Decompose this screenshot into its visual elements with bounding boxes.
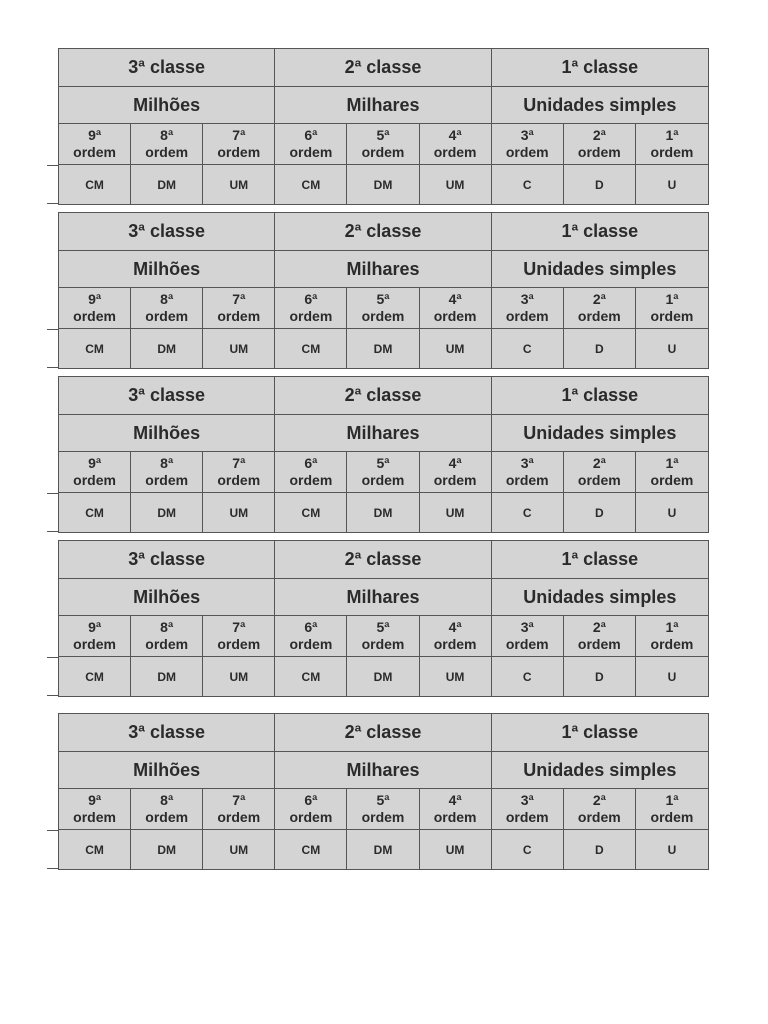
abbreviation-cell: UM bbox=[420, 165, 492, 204]
abbreviation-cell: UM bbox=[420, 493, 492, 532]
order-word: ordem bbox=[361, 636, 405, 652]
order-number: 9ª bbox=[88, 291, 102, 307]
abbreviation-cell: UM bbox=[420, 329, 492, 368]
order-number: 9ª bbox=[88, 127, 102, 143]
class-header: 3ª classe bbox=[59, 714, 275, 751]
order-cell bbox=[564, 124, 636, 164]
margin-line bbox=[47, 531, 59, 532]
order-word: ordem bbox=[505, 636, 549, 652]
order-number: 1ª bbox=[665, 291, 679, 307]
order-word: ordem bbox=[433, 144, 477, 160]
order-cell bbox=[636, 124, 708, 164]
class-header: 2ª classe bbox=[275, 213, 491, 250]
class-row bbox=[59, 377, 708, 415]
abbreviation-cell: U bbox=[667, 842, 677, 857]
order-number: 3ª bbox=[520, 291, 534, 307]
abbreviation-cell: DM bbox=[347, 493, 419, 532]
margin-line bbox=[47, 695, 59, 696]
margin-line bbox=[47, 657, 59, 658]
place-value-table bbox=[58, 540, 709, 697]
abbreviation-cell: U bbox=[667, 341, 677, 356]
abbreviation-row bbox=[59, 493, 708, 533]
order-cell bbox=[131, 616, 203, 656]
order-cell bbox=[636, 789, 708, 829]
abbreviation-cell: CM bbox=[59, 830, 131, 869]
order-number: 5ª bbox=[376, 619, 390, 635]
order-word: ordem bbox=[217, 636, 261, 652]
class-header: 2ª classe bbox=[275, 541, 491, 578]
order-cell bbox=[347, 616, 419, 656]
abbreviation-row bbox=[59, 657, 708, 697]
abbreviation-row bbox=[59, 830, 708, 870]
order-word: ordem bbox=[289, 308, 333, 324]
order-number: 4ª bbox=[448, 792, 462, 808]
order-word: ordem bbox=[361, 809, 405, 825]
abbreviation-cell: CM bbox=[275, 830, 347, 869]
order-cell bbox=[420, 288, 492, 328]
order-cell bbox=[636, 288, 708, 328]
abbreviation-cell: DM bbox=[131, 657, 203, 696]
order-word: ordem bbox=[73, 636, 116, 652]
abbreviation-cell: CM bbox=[59, 657, 131, 696]
margin-line bbox=[47, 367, 59, 368]
order-number: 4ª bbox=[448, 455, 462, 471]
order-cell bbox=[131, 452, 203, 492]
order-number: 1ª bbox=[665, 619, 679, 635]
abbreviation-cell: CM bbox=[275, 329, 347, 368]
abbreviation-cell: U bbox=[667, 669, 677, 684]
abbreviation-cell: C bbox=[492, 329, 564, 368]
order-cell bbox=[203, 124, 275, 164]
order-number: 5ª bbox=[376, 291, 390, 307]
order-number: 2ª bbox=[592, 291, 606, 307]
group-header: Milhões bbox=[59, 579, 275, 615]
order-word: ordem bbox=[505, 144, 549, 160]
order-number: 2ª bbox=[592, 619, 606, 635]
order-number: 3ª bbox=[520, 127, 534, 143]
order-number: 7ª bbox=[232, 127, 246, 143]
order-cell bbox=[347, 288, 419, 328]
order-number: 4ª bbox=[448, 127, 462, 143]
order-number: 9ª bbox=[88, 792, 102, 808]
order-number: 8ª bbox=[160, 619, 174, 635]
order-number: 3ª bbox=[520, 619, 534, 635]
order-cell bbox=[347, 124, 419, 164]
order-word: ordem bbox=[577, 144, 621, 160]
group-row bbox=[59, 251, 708, 288]
order-number: 3ª bbox=[520, 792, 534, 808]
group-row bbox=[59, 579, 708, 616]
order-word: ordem bbox=[145, 472, 189, 488]
order-number: 7ª bbox=[232, 792, 246, 808]
order-cell bbox=[131, 124, 203, 164]
order-cell bbox=[636, 616, 708, 656]
abbreviation-cell: D bbox=[564, 493, 636, 532]
order-number: 7ª bbox=[232, 619, 246, 635]
group-header: Milhões bbox=[59, 251, 275, 287]
order-cell bbox=[131, 789, 203, 829]
order-word: ordem bbox=[73, 144, 116, 160]
order-number: 4ª bbox=[448, 619, 462, 635]
group-header: Unidades simples bbox=[523, 94, 677, 115]
abbreviation-cell: C bbox=[492, 165, 564, 204]
class-row bbox=[59, 714, 708, 752]
order-cell bbox=[420, 452, 492, 492]
group-header: Unidades simples bbox=[523, 258, 677, 279]
abbreviation-cell: UM bbox=[203, 329, 275, 368]
class-row bbox=[59, 541, 708, 579]
order-number: 6ª bbox=[304, 291, 318, 307]
order-number: 6ª bbox=[304, 455, 318, 471]
order-word: ordem bbox=[505, 809, 549, 825]
class-header: 1ª classe bbox=[561, 221, 639, 241]
order-number: 8ª bbox=[160, 127, 174, 143]
order-word: ordem bbox=[217, 472, 261, 488]
order-cell bbox=[420, 616, 492, 656]
abbreviation-cell: DM bbox=[347, 329, 419, 368]
group-header: Milhões bbox=[59, 415, 275, 451]
group-header: Milhares bbox=[275, 251, 491, 287]
order-row bbox=[59, 789, 708, 830]
order-word: ordem bbox=[505, 308, 549, 324]
abbreviation-cell: DM bbox=[131, 493, 203, 532]
order-word: ordem bbox=[73, 308, 116, 324]
order-number: 6ª bbox=[304, 619, 318, 635]
order-cell bbox=[203, 452, 275, 492]
group-row bbox=[59, 415, 708, 452]
order-word: ordem bbox=[361, 308, 405, 324]
order-word: ordem bbox=[217, 809, 261, 825]
margin-line bbox=[47, 830, 59, 831]
order-word: ordem bbox=[145, 308, 189, 324]
place-value-table bbox=[58, 212, 709, 369]
order-word: ordem bbox=[577, 472, 621, 488]
order-number: 2ª bbox=[592, 455, 606, 471]
abbreviation-cell: CM bbox=[59, 329, 131, 368]
order-word: ordem bbox=[361, 144, 405, 160]
order-cell bbox=[131, 288, 203, 328]
class-row bbox=[59, 49, 708, 87]
abbreviation-cell: UM bbox=[203, 830, 275, 869]
abbreviation-cell: U bbox=[667, 177, 677, 192]
order-cell bbox=[492, 789, 564, 829]
order-number: 9ª bbox=[88, 619, 102, 635]
margin-line bbox=[47, 329, 59, 330]
order-number: 9ª bbox=[88, 455, 102, 471]
margin-line bbox=[47, 165, 59, 166]
abbreviation-cell: D bbox=[564, 657, 636, 696]
abbreviation-row bbox=[59, 165, 708, 205]
abbreviation-cell: CM bbox=[275, 493, 347, 532]
order-word: ordem bbox=[217, 308, 261, 324]
order-word: ordem bbox=[289, 636, 333, 652]
group-row bbox=[59, 752, 708, 789]
order-word: ordem bbox=[73, 809, 116, 825]
abbreviation-cell: C bbox=[492, 657, 564, 696]
order-cell bbox=[347, 789, 419, 829]
order-word: ordem bbox=[145, 144, 189, 160]
order-word: ordem bbox=[650, 472, 694, 488]
group-header: Unidades simples bbox=[523, 586, 677, 607]
order-word: ordem bbox=[650, 636, 694, 652]
order-word: ordem bbox=[145, 636, 189, 652]
place-value-table bbox=[58, 48, 709, 205]
class-header: 3ª classe bbox=[59, 213, 275, 250]
order-word: ordem bbox=[650, 144, 694, 160]
abbreviation-cell: UM bbox=[203, 493, 275, 532]
order-cell bbox=[492, 288, 564, 328]
group-header: Milhares bbox=[275, 415, 491, 451]
margin-line bbox=[47, 493, 59, 494]
order-number: 1ª bbox=[665, 455, 679, 471]
abbreviation-cell: U bbox=[667, 505, 677, 520]
order-number: 7ª bbox=[232, 455, 246, 471]
order-cell bbox=[564, 789, 636, 829]
order-row bbox=[59, 452, 708, 493]
order-number: 8ª bbox=[160, 455, 174, 471]
order-word: ordem bbox=[289, 809, 333, 825]
order-cell bbox=[492, 124, 564, 164]
abbreviation-cell: D bbox=[564, 329, 636, 368]
order-word: ordem bbox=[505, 472, 549, 488]
order-number: 2ª bbox=[592, 792, 606, 808]
order-number: 8ª bbox=[160, 792, 174, 808]
order-number: 5ª bbox=[376, 792, 390, 808]
class-header: 1ª classe bbox=[561, 549, 639, 569]
order-number: 1ª bbox=[665, 127, 679, 143]
order-word: ordem bbox=[289, 472, 333, 488]
abbreviation-cell: DM bbox=[131, 329, 203, 368]
order-word: ordem bbox=[361, 472, 405, 488]
order-number: 6ª bbox=[304, 127, 318, 143]
abbreviation-cell: CM bbox=[59, 493, 131, 532]
order-cell bbox=[564, 452, 636, 492]
place-value-table bbox=[58, 376, 709, 533]
class-header: 1ª classe bbox=[561, 722, 639, 742]
order-row bbox=[59, 288, 708, 329]
order-cell bbox=[203, 288, 275, 328]
group-header: Milhões bbox=[59, 87, 275, 123]
class-header: 3ª classe bbox=[59, 541, 275, 578]
order-number: 1ª bbox=[665, 792, 679, 808]
order-cell bbox=[59, 789, 131, 829]
class-header: 2ª classe bbox=[275, 714, 491, 751]
abbreviation-cell: D bbox=[564, 165, 636, 204]
order-word: ordem bbox=[433, 472, 477, 488]
group-header: Milhões bbox=[59, 752, 275, 788]
group-header: Unidades simples bbox=[523, 759, 677, 780]
place-value-table bbox=[58, 713, 709, 870]
group-header: Milhares bbox=[275, 87, 491, 123]
order-cell bbox=[275, 616, 347, 656]
order-cell bbox=[59, 452, 131, 492]
order-cell bbox=[420, 789, 492, 829]
class-header: 1ª classe bbox=[561, 57, 639, 77]
order-cell bbox=[275, 789, 347, 829]
order-number: 8ª bbox=[160, 291, 174, 307]
abbreviation-cell: C bbox=[492, 830, 564, 869]
group-header: Milhares bbox=[275, 752, 491, 788]
abbreviation-cell: D bbox=[564, 830, 636, 869]
order-cell bbox=[59, 124, 131, 164]
order-number: 3ª bbox=[520, 455, 534, 471]
order-cell bbox=[492, 616, 564, 656]
order-cell bbox=[203, 789, 275, 829]
abbreviation-cell: CM bbox=[59, 165, 131, 204]
order-number: 7ª bbox=[232, 291, 246, 307]
order-cell bbox=[275, 452, 347, 492]
order-word: ordem bbox=[433, 308, 477, 324]
order-number: 5ª bbox=[376, 455, 390, 471]
class-row bbox=[59, 213, 708, 251]
order-word: ordem bbox=[577, 636, 621, 652]
abbreviation-cell: UM bbox=[203, 165, 275, 204]
abbreviation-cell: UM bbox=[203, 657, 275, 696]
order-cell bbox=[59, 288, 131, 328]
order-word: ordem bbox=[650, 308, 694, 324]
abbreviation-cell: CM bbox=[275, 657, 347, 696]
order-number: 6ª bbox=[304, 792, 318, 808]
order-cell bbox=[275, 288, 347, 328]
abbreviation-cell: C bbox=[492, 493, 564, 532]
order-row bbox=[59, 124, 708, 165]
abbreviation-cell: UM bbox=[420, 830, 492, 869]
order-word: ordem bbox=[650, 809, 694, 825]
order-cell bbox=[636, 452, 708, 492]
order-word: ordem bbox=[73, 472, 116, 488]
class-header: 3ª classe bbox=[59, 49, 275, 86]
order-word: ordem bbox=[433, 809, 477, 825]
class-header: 1ª classe bbox=[561, 385, 639, 405]
order-word: ordem bbox=[217, 144, 261, 160]
class-header: 2ª classe bbox=[275, 377, 491, 414]
order-cell bbox=[203, 616, 275, 656]
order-word: ordem bbox=[577, 308, 621, 324]
order-cell bbox=[492, 452, 564, 492]
abbreviation-cell: DM bbox=[347, 165, 419, 204]
abbreviation-cell: DM bbox=[347, 830, 419, 869]
order-cell bbox=[59, 616, 131, 656]
order-cell bbox=[564, 288, 636, 328]
group-header: Milhares bbox=[275, 579, 491, 615]
order-row bbox=[59, 616, 708, 657]
abbreviation-cell: CM bbox=[275, 165, 347, 204]
order-cell bbox=[275, 124, 347, 164]
order-cell bbox=[347, 452, 419, 492]
order-word: ordem bbox=[289, 144, 333, 160]
order-cell bbox=[564, 616, 636, 656]
abbreviation-cell: UM bbox=[420, 657, 492, 696]
order-cell bbox=[420, 124, 492, 164]
margin-line bbox=[47, 868, 59, 869]
abbreviation-cell: DM bbox=[131, 165, 203, 204]
margin-line bbox=[47, 203, 59, 204]
order-word: ordem bbox=[145, 809, 189, 825]
order-number: 4ª bbox=[448, 291, 462, 307]
order-number: 2ª bbox=[592, 127, 606, 143]
class-header: 2ª classe bbox=[275, 49, 491, 86]
group-row bbox=[59, 87, 708, 124]
order-word: ordem bbox=[433, 636, 477, 652]
abbreviation-row bbox=[59, 329, 708, 369]
class-header: 3ª classe bbox=[59, 377, 275, 414]
abbreviation-cell: DM bbox=[131, 830, 203, 869]
order-number: 5ª bbox=[376, 127, 390, 143]
order-word: ordem bbox=[577, 809, 621, 825]
group-header: Unidades simples bbox=[523, 422, 677, 443]
abbreviation-cell: DM bbox=[347, 657, 419, 696]
